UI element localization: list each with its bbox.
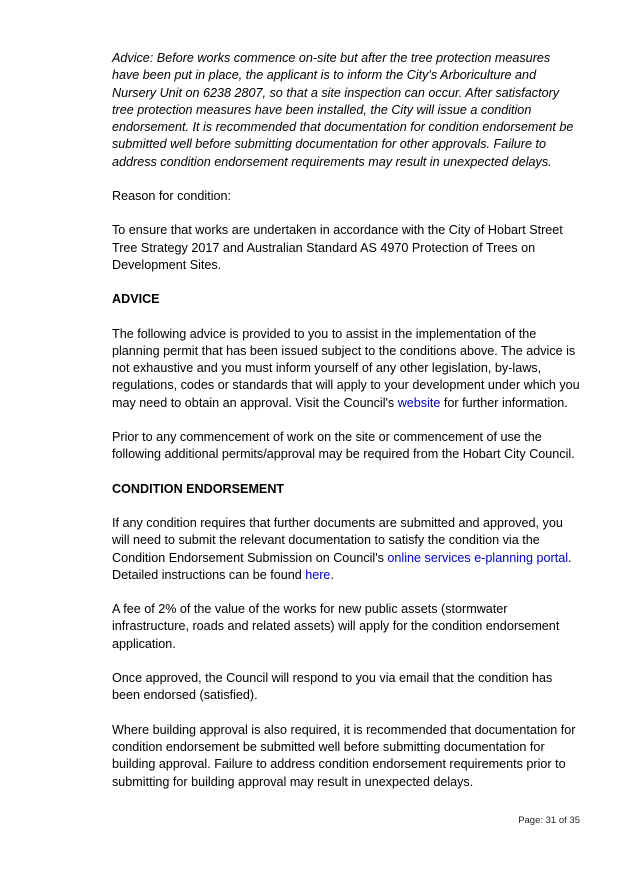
advice-paragraph-2: Prior to any commencement of work on the site or commencement of use the following additional permits/approval may be required from the Hobart City Council. bbox=[112, 430, 575, 462]
ce-paragraph-1 bbox=[112, 515, 580, 584]
page-number: Page: 31 of 35 bbox=[518, 815, 580, 826]
advice-p1-text-before: The following advice is provided to you to assist in the implementation of the planning permit that has been issued subject to the conditions above. The advice is not exhaustive and you must inform yourself of any other legislation, by-laws, regulations, codes or standards that will apply to your development under which you may need to obtain an approval. Visit the Council's bbox=[112, 326, 580, 410]
reason-label: Reason for condition: bbox=[112, 189, 232, 204]
advice-paragraph-1 bbox=[112, 326, 580, 412]
e-planning-portal-link[interactable]: online services e-planning portal bbox=[387, 550, 569, 565]
website-link[interactable]: website bbox=[397, 395, 441, 410]
advice-p1-text-after: for further information. bbox=[440, 395, 568, 410]
ce-p1-text-end: . bbox=[330, 567, 334, 582]
page-content bbox=[112, 50, 580, 808]
ce-p1-text-middle: . Detailed instructions can be found bbox=[112, 550, 572, 582]
ce-paragraph-3: Once approved, the Council will respond to you via email that the condition has been endorsed (satisfied). bbox=[112, 671, 553, 703]
instructions-here-link[interactable]: here bbox=[305, 567, 331, 582]
advice-heading: ADVICE bbox=[112, 292, 160, 307]
condition-endorsement-heading: CONDITION ENDORSEMENT bbox=[112, 481, 285, 496]
advice-italic-paragraph: Advice: Before works commence on-site but after the tree protection measures have been put in place, the applicant is to inform the City's Arboriculture and Nursery Unit on 6238 2807, so that a site inspection can occur. After satisfactory tree protection measures have been installed, the City will issue a condition endorsement. It is recommended that documentation for condition endorsement be submitted well before submitting documentation for other approvals. Failure to address condition endorsement requirements may result in unexpected delays. bbox=[112, 51, 574, 169]
ce-paragraph-4: Where building approval is also required, it is recommended that documentation for condition endorsement be submitted well before submitting documentation for building approval. Failure to address condition endorsement requirements prior to submitting for building approval may result in unexpected delays. bbox=[112, 722, 576, 789]
ce-p1-text-before: If any condition requires that further documents are submitted and approved, you will need to submit the relevant documentation to satisfy the condition via the Condition Endorsement Submission on Council's bbox=[112, 515, 563, 565]
reason-paragraph: To ensure that works are undertaken in accordance with the City of Hobart Street Tree Strategy 2017 and Australian Standard AS 4970 Protection of Trees on Development Sites. bbox=[112, 223, 563, 272]
ce-paragraph-2: A fee of 2% of the value of the works for new public assets (stormwater infrastructure, roads and related assets) will apply for the condition endorsement application. bbox=[112, 602, 560, 651]
